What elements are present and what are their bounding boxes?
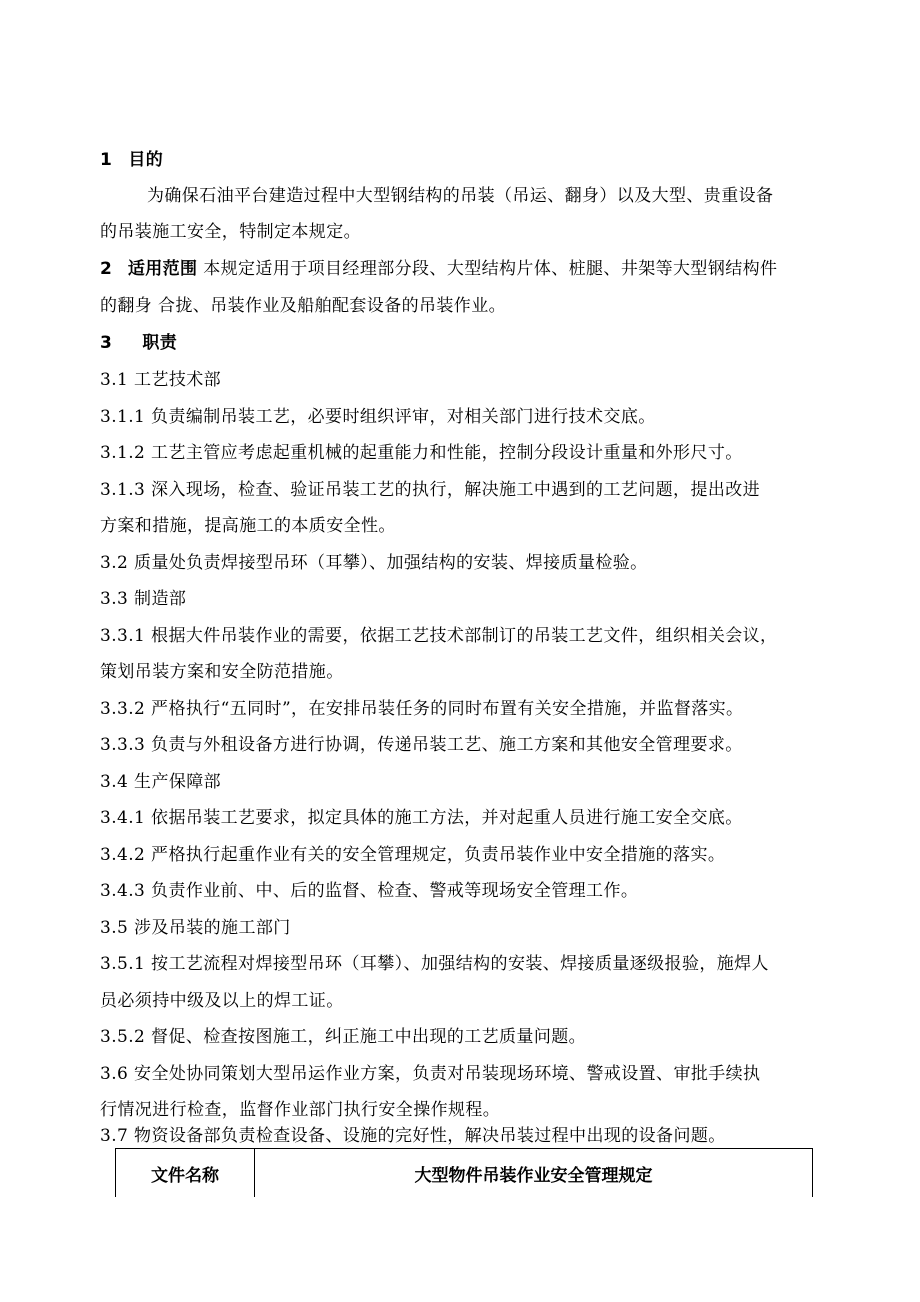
paragraph-line: 3.1.2 工艺主管应考虑起重机械的起重能力和性能，控制分段设计重量和外形尺寸。 <box>100 443 743 463</box>
section-3-number: 3 <box>100 333 113 353</box>
section-1-title: 目的 <box>128 150 164 170</box>
section-1-number: 1 <box>100 150 113 170</box>
paragraph-line: 3.4.1 依据吊装工艺要求，拟定具体的施工方法，并对起重人员进行施工安全交底。 <box>100 808 743 828</box>
paragraph-line: 3.1 工艺技术部 <box>100 370 222 390</box>
section-1-heading <box>100 150 163 170</box>
paragraph-line: 3.7 物资设备部负责检查设备、设施的完好性，解决吊装过程中出现的设备问题。 <box>100 1126 726 1146</box>
section-3-heading <box>100 333 177 353</box>
paragraph-line: 3.1.3 深入现场，检查、验证吊装工艺的执行，解决施工中遇到的工艺问题，提出改进 <box>100 480 761 500</box>
paragraph-line: 3.3 制造部 <box>100 589 187 609</box>
paragraph-line: 策划吊装方案和安全防范措施。 <box>100 662 344 682</box>
paragraph-line: 3.5.2 督促、检查按图施工，纠正施工中出现的工艺质量问题。 <box>100 1027 587 1047</box>
paragraph-line: 3.6 安全处协同策划大型吊运作业方案，负责对吊装现场环境、警戒设置、审批手续执 <box>100 1064 761 1084</box>
paragraph-line: 方案和措施，提高施工的本质安全性。 <box>100 516 396 536</box>
paragraph-line: 3.5.1 按工艺流程对焊接型吊环（耳攀）、加强结构的安装、焊接质量逐级报验，施焊人 <box>100 954 769 974</box>
paragraph-line: 3.3.3 负责与外租设备方进行协调，传递吊装工艺、施工方案和其他安全管理要求。 <box>100 735 743 755</box>
file-name-value: 大型物件吊装作业安全管理规定 <box>414 1165 653 1186</box>
section-1-body-line-2: 的吊装施工安全，特制定本规定。 <box>100 222 361 242</box>
paragraph-line: 员必须持中级及以上的焊工证。 <box>100 991 344 1011</box>
paragraph-line: 3.4.2 严格执行起重作业有关的安全管理规定，负责吊装作业中安全措施的落实。 <box>100 845 726 865</box>
paragraph-line: 3.4.3 负责作业前、中、后的监督、检查、警戒等现场安全管理工作。 <box>100 881 639 901</box>
paragraph-line: 3.2 质量处负责焊接型吊环（耳攀）、加强结构的安装、焊接质量检验。 <box>100 553 648 573</box>
section-2-title: 适用范围 <box>127 259 198 279</box>
section-3-title: 职责 <box>142 333 178 353</box>
paragraph-line: 3.3.2 严格执行“五同时”，在安排吊装任务的同时布置有关安全措施，并监督落实。 <box>100 699 744 719</box>
file-name-label: 文件名称 <box>116 1149 255 1197</box>
section-2-number: 2 <box>100 259 113 279</box>
section-2-paragraph <box>100 259 777 279</box>
document-info-table <box>115 1148 813 1197</box>
paragraph-line: 行情况进行检查，监督作业部门执行安全操作规程。 <box>100 1100 501 1120</box>
section-2-body-line-1: 本规定适用于项目经理部分段、大型结构片体、桩腿、井架等大型钢结构件 <box>203 259 778 279</box>
section-2-body-line-2: 的翻身 合拢、吊装作业及船舶配套设备的吊装作业。 <box>100 296 507 316</box>
paragraph-line: 3.5 涉及吊装的施工部门 <box>100 918 291 938</box>
paragraph-line: 3.1.1 负责编制吊装工艺，必要时组织评审，对相关部门进行技术交底。 <box>100 407 656 427</box>
paragraph-line: 3.3.1 根据大件吊装作业的需要，依据工艺技术部制订的吊装工艺文件，组织相关会议， <box>100 626 778 646</box>
section-1-body-line-1: 为确保石油平台建造过程中大型钢结构的吊装（吊运、翻身）以及大型、贵重设备 <box>147 186 774 206</box>
paragraph-line: 3.4 生产保障部 <box>100 772 222 792</box>
